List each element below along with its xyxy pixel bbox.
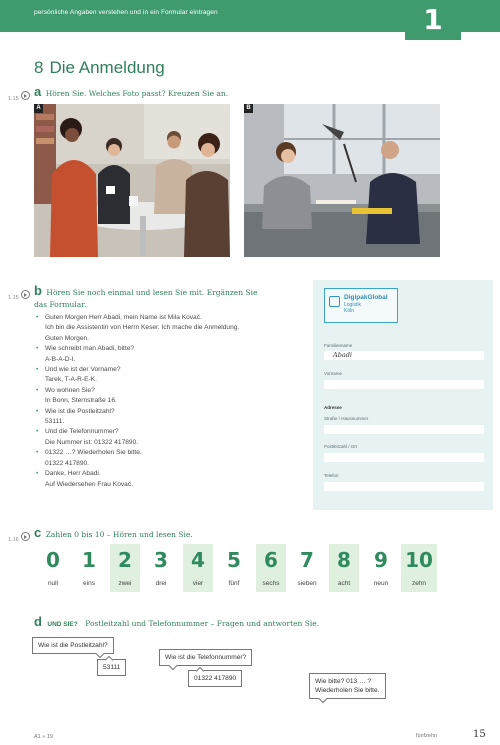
dialog-line: • Und die Telefonnummer? (35, 427, 300, 437)
track-number: 1.15 (8, 96, 19, 102)
number-digit: 8 (337, 548, 351, 572)
dialog-line: • Guten Morgen Herr Abadi, mein Name ist Mila Kovač. (35, 313, 300, 323)
task-letter: b (34, 283, 42, 298)
dialog-line: • Wie ist die Postleitzahl? (35, 407, 300, 417)
photo-b (244, 104, 440, 257)
number-word: fünf (228, 580, 240, 587)
speech-bubble (309, 673, 386, 699)
task-letter: d (34, 614, 42, 629)
dialog-line: Tarek, T-A-R-E-K. (45, 376, 97, 384)
number-digit: 1 (82, 548, 96, 572)
number-card-highlighted (401, 544, 437, 592)
number-word: neun (373, 580, 389, 587)
number-card-highlighted (329, 544, 359, 592)
logo-name: DigipakGlobal (344, 294, 388, 301)
number-card (366, 544, 396, 592)
page-number: 15 (473, 729, 486, 740)
number-word: zwei (118, 580, 132, 587)
number-digit: 7 (300, 548, 314, 572)
dialog-line: 53111. (45, 418, 65, 426)
section-title-text: Die Anmeldung (49, 58, 165, 77)
number-card (146, 544, 176, 592)
company-logo (324, 288, 398, 323)
familienname-label: Familienname (324, 343, 353, 348)
number-digit: 9 (374, 548, 388, 572)
number-card-highlighted (256, 544, 286, 592)
track-number: 1.16 (8, 537, 19, 543)
footer-page-word: fünfzehn (416, 733, 438, 739)
und-sie-heading: UND SIE? (47, 621, 78, 628)
photo-b-image (244, 104, 440, 257)
dialog-line: 01322 417890. (45, 459, 90, 467)
task-letter: a (34, 84, 42, 99)
number-card (74, 544, 104, 592)
telefon-field[interactable] (324, 482, 484, 491)
photo-b-label: B (244, 104, 253, 113)
task-instruction-line1: Hören Sie noch einmal und lesen Sie mit. Ergänzen Sie (46, 288, 258, 297)
familienname-field[interactable] (324, 351, 484, 360)
logo-subtitle (344, 302, 361, 314)
number-digit: 4 (191, 548, 205, 572)
footer-level: A1 » 19 (34, 734, 53, 740)
logo-sub-line2: Köln (344, 308, 355, 314)
header-subtitle: persönliche Angaben verstehen und in ein Formular eintragen (34, 9, 218, 16)
dialog-line: Auf Wiedersehen Frau Kovač. (45, 480, 133, 488)
number-card-highlighted (183, 544, 213, 592)
photo-a-label: A (34, 104, 43, 113)
track-number: 1.15 (8, 295, 19, 301)
number-digit: 0 (46, 548, 60, 572)
section-number: 8 (34, 58, 44, 77)
bubble-line: Wie bitte? 013 … ? (315, 678, 372, 685)
number-word: null (47, 580, 59, 587)
number-digit: 6 (264, 548, 278, 572)
strasse-field[interactable] (324, 425, 484, 434)
speech-bubble: Wie ist die Telefonnummer? (159, 649, 252, 666)
task-b-track[interactable] (8, 286, 30, 304)
dialog-line: Ich bin die Assistentin von Herrn Keser. Ich mache die Anmeldung. (45, 324, 240, 332)
dialog-line: A-B-A-D-I. (45, 355, 76, 363)
plz-label: Postleitzahl / Ort (324, 444, 358, 449)
number-card (38, 544, 68, 592)
vorname-field[interactable] (324, 380, 484, 389)
task-instruction-line2: das Formular. (34, 300, 87, 309)
number-digit: 10 (405, 548, 433, 572)
strasse-label: Straße / Hausnummer (324, 416, 369, 421)
dialog (35, 313, 300, 490)
number-digit: 5 (227, 548, 241, 572)
number-word: eins (83, 580, 95, 587)
dialog-line: • Und wie ist der Vorname? (35, 365, 300, 375)
dialog-line: • 01322 …? Wiederholen Sie bitte. (35, 448, 300, 458)
number-card (292, 544, 322, 592)
photo-a (34, 104, 230, 257)
dialog-line: In Bonn, Sternstraße 16. (45, 397, 117, 405)
dialog-line: Die Nummer ist: 01322 417890. (45, 438, 139, 446)
speech-bubble: Wie ist die Postleitzahl? (32, 637, 114, 654)
task-d-heading (34, 613, 319, 631)
adresse-label: Adresse (324, 405, 342, 410)
audio-play-icon[interactable] (21, 532, 30, 541)
number-digit: 2 (118, 548, 132, 572)
dialog-line: • Wie schreibt man Abadi, bitte? (35, 344, 300, 354)
task-a-heading (34, 83, 228, 101)
task-instruction: Hören Sie. Welches Foto passt? Kreuzen Sie an. (45, 89, 229, 98)
number-word: vier (192, 580, 204, 587)
plz-field[interactable] (324, 453, 484, 462)
number-digit: 3 (154, 548, 168, 572)
audio-play-icon[interactable] (21, 91, 30, 100)
registration-form (313, 280, 493, 510)
task-instruction: Postleitzahl und Telefonnummer – Fragen und antworten Sie. (85, 619, 320, 628)
audio-play-icon[interactable] (21, 290, 30, 299)
speech-bubble: 01322 417890 (188, 670, 242, 687)
bubble-line: Wiederholen Sie bitte. (315, 687, 380, 694)
number-word: drei (155, 580, 167, 587)
number-word: zehn (411, 580, 427, 587)
number-card-highlighted (110, 544, 140, 592)
photo-a-image (34, 104, 230, 257)
task-c-heading (34, 524, 193, 542)
task-letter: c (34, 525, 42, 540)
vorname-label: Vorname (324, 371, 343, 376)
number-word: sechs (262, 580, 280, 587)
dialog-line: • Danke, Herr Abadi. (35, 469, 300, 479)
familienname-value: Abadi (333, 351, 352, 359)
task-c-track[interactable] (8, 528, 30, 546)
chapter-number: 1 (405, 0, 461, 40)
section-title (34, 58, 165, 78)
dialog-line: • Wo wohnen Sie? (35, 386, 300, 396)
speech-bubble: 53111 (97, 659, 126, 676)
number-word: sieben (297, 580, 317, 587)
dialog-line: Guten Morgen. (45, 334, 89, 342)
task-instruction: Zahlen 0 bis 10 – Hören und lesen Sie. (45, 530, 193, 539)
number-word: acht (337, 580, 351, 587)
number-card (219, 544, 249, 592)
task-b-heading (34, 282, 304, 309)
task-a-track[interactable] (8, 87, 30, 105)
telefon-label: Telefon (324, 473, 339, 478)
logo-icon (329, 296, 340, 307)
logo-sub-line1: Logistik (344, 302, 361, 308)
